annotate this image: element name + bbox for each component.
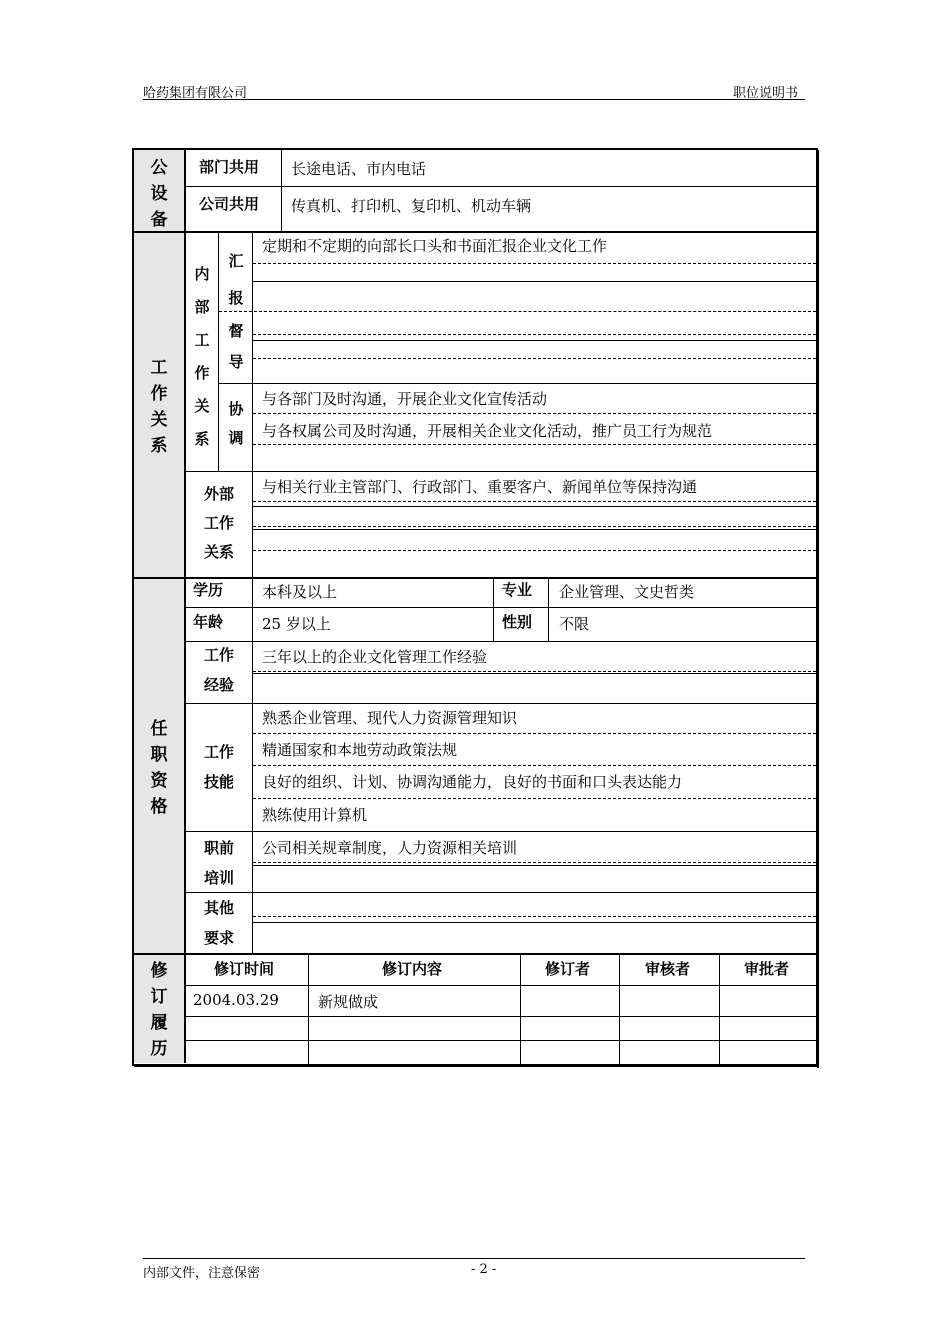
qualifications-experience-end xyxy=(185,703,816,704)
category-qualifications: 任职资格 xyxy=(150,719,168,817)
qualifications-skills-line-1: 熟悉企业管理、现代人力资源管理知识 xyxy=(262,709,518,727)
equipment-value-dept: 长途电话、市内电话 xyxy=(291,160,427,178)
relations-report-rule xyxy=(253,281,816,282)
revision-col-line-2 xyxy=(520,954,521,1066)
revision-header-reviewer: 审核者 xyxy=(645,960,691,978)
qualifications-gender-label: 性别 xyxy=(502,613,533,631)
revision-col-line-3 xyxy=(619,954,620,1066)
qualifications-skills-dash-3 xyxy=(253,798,816,799)
relations-internal-divider xyxy=(218,232,219,471)
relations-coordinate-line-1: 与各部门及时沟通，开展企业文化宣传活动 xyxy=(262,390,548,408)
qualifications-row-line-1 xyxy=(185,607,816,608)
relations-report-line-1: 定期和不定期的向部长口头和书面汇报企业文化工作 xyxy=(262,237,608,255)
equipment-label-dept: 部门共用 xyxy=(199,158,260,176)
footer-confidential: 内部文件，注意保密 xyxy=(143,1266,261,1281)
header-company: 哈药集团有限公司 xyxy=(143,86,248,101)
category-revision: 修订履历 xyxy=(150,961,168,1059)
revision-row-rule-1 xyxy=(185,1016,816,1017)
relations-external-dash-1 xyxy=(253,501,816,502)
qualifications-education-label: 学历 xyxy=(193,581,224,599)
revision-row-1-time: 2004.03.29 xyxy=(193,991,279,1009)
relations-supervise-end xyxy=(219,383,816,384)
qualifications-other-rule xyxy=(253,922,816,923)
equipment-row-line xyxy=(185,186,816,187)
qualifications-experience-dash xyxy=(253,671,816,672)
category-relations: 工作关系 xyxy=(150,358,168,456)
header-rule xyxy=(143,99,805,100)
relations-coordinate-dash xyxy=(253,413,816,414)
qualifications-other-label: 其他要求 xyxy=(203,899,234,947)
revision-col-line-1 xyxy=(308,954,309,1066)
qualifications-age-value: 25 岁以上 xyxy=(262,615,331,633)
equipment-col-line xyxy=(281,150,282,231)
qualifications-training-end xyxy=(185,892,816,893)
qualifications-skills-line-3: 良好的组织、计划、协调沟通能力，良好的书面和口头表达能力 xyxy=(262,773,683,791)
qualifications-major-value: 企业管理、文史哲类 xyxy=(559,583,695,601)
qualifications-training-dash xyxy=(253,862,816,863)
qualifications-skills-line-4: 熟练使用计算机 xyxy=(262,806,368,824)
revision-row-rule-2 xyxy=(185,1040,816,1041)
table-shadow-right xyxy=(817,150,819,1068)
qualifications-skills-end xyxy=(185,831,816,832)
relations-external-rule xyxy=(253,506,816,507)
revision-header-reviser: 修订者 xyxy=(545,960,591,978)
qualifications-training-rule xyxy=(253,865,816,866)
relations-supervise-rule xyxy=(253,340,816,341)
relations-report-label: 汇报 xyxy=(228,252,244,307)
relations-external-line-1: 与相关行业主管部门、行政部门、重要客户、新闻单位等保持沟通 xyxy=(262,478,698,496)
qualifications-gender-value: 不限 xyxy=(559,615,590,633)
relations-external-label: 外部工作关系 xyxy=(203,485,234,561)
relations-coordinate-line-2: 与各权属公司及时沟通，开展相关企业文化活动，推广员工行为规范 xyxy=(262,422,713,440)
qualifications-mid-divider-2 xyxy=(548,578,549,641)
relations-external-dash-3 xyxy=(253,550,816,551)
qualifications-skills-line-2: 精通国家和本地劳动政策法规 xyxy=(262,741,458,759)
revision-header-content: 修订内容 xyxy=(382,960,443,978)
section-divider-equipment xyxy=(134,231,816,233)
qualifications-education-value: 本科及以上 xyxy=(262,583,338,601)
qualifications-experience-line-1: 三年以上的企业文化管理工作经验 xyxy=(262,648,488,666)
table-shadow-bottom xyxy=(134,1065,819,1067)
relations-internal-end xyxy=(185,471,816,472)
relations-internal-label: 内部工作关系 xyxy=(194,265,210,448)
relations-coordinate-label: 协调 xyxy=(228,400,244,447)
qualifications-training-label: 职前培训 xyxy=(203,839,234,887)
relations-supervise-label: 督导 xyxy=(228,322,244,371)
qualifications-experience-rule xyxy=(253,673,816,674)
revision-header-rule xyxy=(185,985,816,986)
relations-report-end xyxy=(219,311,816,312)
relations-supervise-dash xyxy=(253,334,816,335)
section-divider-relations xyxy=(134,577,816,579)
revision-header-time: 修订时间 xyxy=(214,960,275,978)
relations-coordinate-dash-2 xyxy=(253,444,816,445)
relations-report-dash xyxy=(253,263,816,264)
qualifications-training-line-1: 公司相关规章制度，人力资源相关培训 xyxy=(262,839,518,857)
revision-col-line-4 xyxy=(719,954,720,1066)
qualifications-skills-dash-2 xyxy=(253,765,816,766)
equipment-value-company: 传真机、打印机、复印机、机动车辆 xyxy=(291,197,532,215)
relations-external-rule-2 xyxy=(253,529,816,530)
header-doc-type: 职位说明书 xyxy=(733,86,799,101)
equipment-label-company: 公司共用 xyxy=(199,195,260,213)
relations-external-dash-2 xyxy=(253,526,816,527)
qualifications-age-label: 年龄 xyxy=(193,613,224,631)
qualifications-experience-label: 工作经验 xyxy=(203,646,234,694)
footer-rule xyxy=(143,1258,805,1259)
revision-row-1-content: 新规做成 xyxy=(318,993,379,1011)
qualifications-other-dash xyxy=(253,916,816,917)
revision-header-approver: 审批者 xyxy=(744,960,790,978)
qualifications-row-line-2 xyxy=(185,641,816,642)
qualifications-skills-label: 工作技能 xyxy=(203,743,234,791)
category-equipment: 公设备 xyxy=(150,158,168,230)
footer-page-number: - 2 - xyxy=(471,1262,497,1277)
qualifications-major-label: 专业 xyxy=(502,581,533,599)
qualifications-skills-dash-1 xyxy=(253,733,816,734)
relations-supervise-dash-2 xyxy=(253,358,816,359)
qualifications-mid-divider-1 xyxy=(493,578,494,641)
